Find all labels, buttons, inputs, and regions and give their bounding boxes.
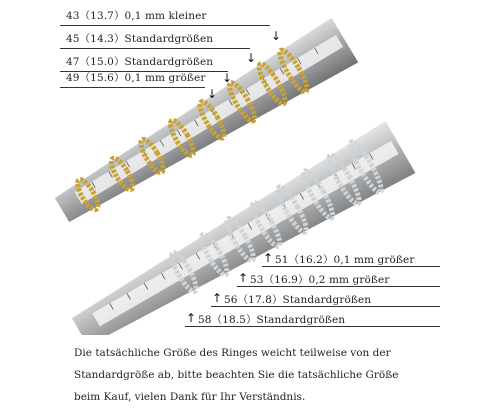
label-size-51: 51（16.2）0,1 mm größer	[275, 254, 415, 266]
label-size-53: 53（16.9）0,2 mm größer	[250, 274, 390, 286]
arrow-down-icon: ↓	[222, 71, 233, 85]
caption-line-2: Standardgröße ab, bitte beachten Sie die tatsächliche Größe	[74, 369, 399, 381]
arrow-up-icon: ↑	[212, 291, 223, 305]
rule-58	[185, 326, 440, 327]
rule-56	[211, 306, 440, 307]
caption-line-1: Die tatsächliche Größe des Ringes weicht teilweise von der	[74, 347, 391, 359]
rule-53	[237, 286, 440, 287]
label-size-58: 58（18.5）Standardgrößen	[198, 314, 346, 326]
label-size-45: 45（14.3）Standardgrößen	[66, 33, 214, 45]
caption	[74, 342, 474, 408]
rule-51	[262, 266, 440, 267]
label-size-49: 49（15.6）0,1 mm größer	[66, 72, 206, 84]
arrow-down-icon: ↓	[271, 29, 282, 43]
arrow-up-icon: ↑	[186, 311, 197, 325]
rule-43	[60, 25, 270, 26]
caption-line-3: beim Kauf, vielen Dank für Ihr Verständnis.	[74, 391, 306, 403]
rule-45	[60, 48, 250, 49]
label-size-47: 47（15.0）Standardgrößen	[66, 56, 214, 68]
arrow-up-icon: ↑	[238, 271, 249, 285]
arrow-down-icon: ↓	[246, 51, 257, 65]
rule-49	[60, 87, 205, 88]
label-size-43: 43（13.7）0,1 mm kleiner	[66, 10, 207, 22]
arrow-down-icon: ↓	[207, 87, 218, 101]
arrow-up-icon: ↑	[263, 251, 274, 265]
label-size-56: 56（17.8）Standardgrößen	[224, 294, 372, 306]
